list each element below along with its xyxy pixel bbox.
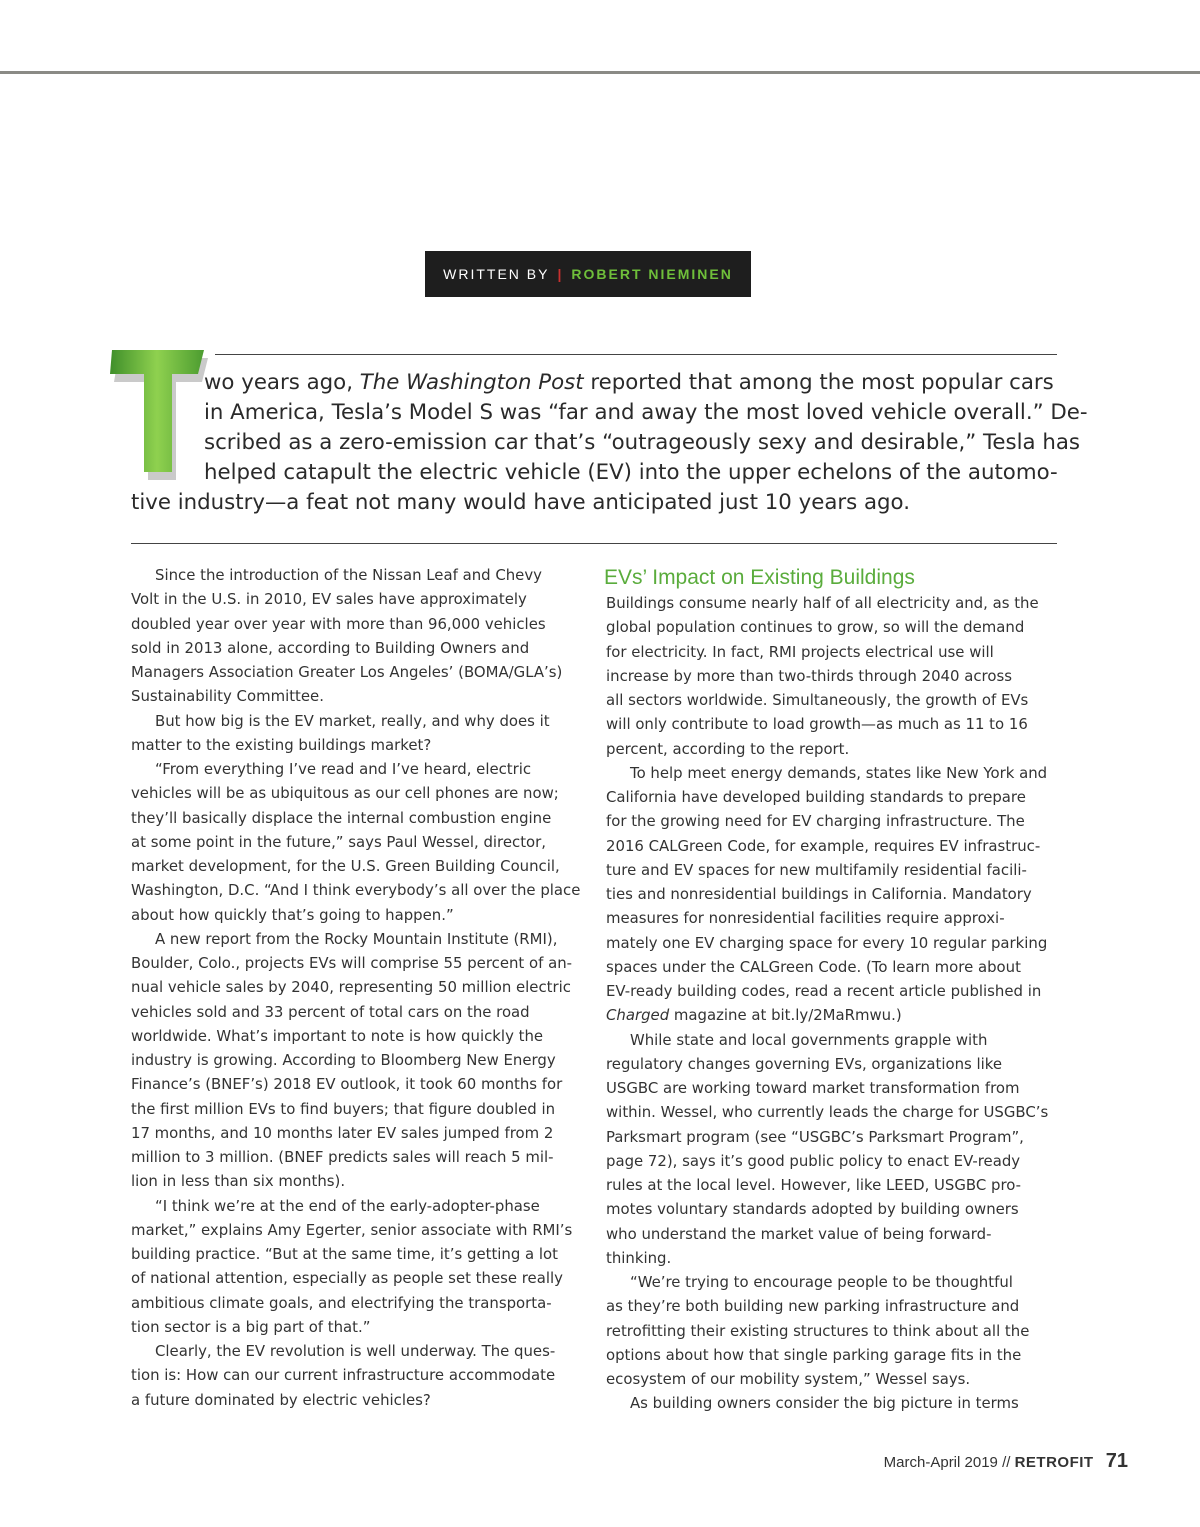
body-line: the first million EVs to find buyers; that figure doubled in: [131, 1099, 556, 1118]
body-line: While state and local governments grapple with: [630, 1030, 988, 1049]
body-line: measures for nonresidential facilities require approxi-: [606, 909, 1005, 928]
body-line: Clearly, the EV revolution is well underway. The ques-: [155, 1342, 556, 1360]
body-line: regulatory changes governing EVs, organizations like: [606, 1054, 1003, 1073]
page-footer: [884, 1450, 1128, 1473]
body-line: options about how that single parking garage fits in the: [606, 1345, 1022, 1364]
section-heading: EVs’ Impact on Existing Buildings: [604, 566, 915, 589]
body-line: As building owners consider the big picture in terms: [630, 1394, 1019, 1413]
body-line: sold in 2013 alone, according to Building Owners and: [131, 638, 530, 657]
body-line: vehicles sold and 33 percent of total cars on the road: [131, 1002, 530, 1021]
body-line: A new report from the Rocky Mountain Institute (RMI),: [155, 929, 558, 948]
intro-paragraph: [131, 368, 1088, 518]
body-line: “From everything I’ve read and I’ve heard, electric: [155, 760, 532, 778]
body-line: Buildings consume nearly half of all electricity and, as the: [606, 594, 1039, 612]
body-line: at some point in the future,” says Paul Wessel, director,: [131, 832, 547, 851]
page-number: 71: [1105, 1450, 1128, 1472]
body-line: Sustainability Committee.: [131, 687, 324, 706]
intro-top-rule: [215, 354, 1057, 355]
body-line: percent, according to the report.: [606, 739, 850, 758]
body-line: ambitious climate goals, and electrifying the transporta-: [131, 1293, 552, 1312]
left-column: [131, 563, 581, 1412]
body-line: matter to the existing buildings market?: [131, 735, 432, 754]
body-line: Since the introduction of the Nissan Leaf and Chevy: [155, 566, 542, 584]
byline-author: ROBERT NIEMINEN: [571, 266, 733, 282]
body-line: lion in less than six months).: [131, 1172, 346, 1191]
body-line: “I think we’re at the end of the early-adopter-phase: [155, 1196, 540, 1215]
body-line: for electricity. In fact, RMI projects electrical use will: [606, 642, 994, 661]
body-line: nual vehicle sales by 2040, representing 50 million electric: [131, 978, 571, 997]
intro-bottom-rule: [131, 543, 1057, 544]
body-line: of national attention, especially as people set these really: [131, 1269, 563, 1288]
body-line: USGBC are working toward market transformation from: [606, 1079, 1020, 1097]
body-line: a future dominated by electric vehicles?: [131, 1390, 431, 1409]
body-line: Charged magazine at bit.ly/2MaRmwu.): [606, 1006, 902, 1025]
body-line: But how big is the EV market, really, and why does it: [155, 711, 550, 730]
body-line: tion is: How can our current infrastructure accommodate: [131, 1366, 556, 1385]
intro-line: helped catapult the electric vehicle (EV) into the upper echelons of the automo-: [204, 460, 1058, 485]
magazine-name: RETROFIT: [1014, 1454, 1094, 1471]
issue-date: March-April 2019: [883, 1454, 998, 1471]
top-rule: [0, 71, 1200, 74]
right-column: [604, 563, 1049, 1416]
body-line: 17 months, and 10 months later EV sales jumped from 2: [131, 1123, 554, 1142]
body-line: EV-ready building codes, read a recent article published in: [606, 982, 1042, 1000]
body-line: Volt in the U.S. in 2010, EV sales have approximately: [131, 590, 527, 609]
body-line: “We’re trying to encourage people to be thoughtful: [630, 1273, 1013, 1291]
dropcap-text: T: [157, 468, 158, 469]
body-line: doubled year over year with more than 96,000 vehicles: [131, 614, 546, 633]
body-line: spaces under the CALGreen Code. (To learn more about: [606, 957, 1021, 976]
footer-separator: //: [1002, 1454, 1011, 1471]
body-line: motes voluntary standards adopted by building owners: [606, 1200, 1019, 1219]
body-line: market,” explains Amy Egerter, senior associate with RMI’s: [131, 1220, 573, 1239]
body-line: will only contribute to load growth—as much as 11 to 16: [606, 715, 1028, 734]
byline-label: WRITTEN BY: [443, 266, 550, 282]
body-line: as they’re both building new parking infrastructure and: [606, 1297, 1020, 1316]
byline-banner: [425, 251, 751, 297]
body-line: they’ll basically displace the internal combustion engine: [131, 808, 552, 827]
body-line: building practice. “But at the same time, it’s getting a lot: [131, 1245, 558, 1263]
body-line: industry is growing. According to Bloomberg New Energy: [131, 1051, 556, 1069]
intro-line: tive industry—a feat not many would have anticipated just 10 years ago.: [131, 490, 910, 515]
body-line: page 72), says it’s good public policy to enact EV-ready: [606, 1151, 1021, 1170]
body-line: California have developed building standards to prepare: [606, 788, 1026, 806]
body-line: vehicles will be as ubiquitous as our cell phones are now;: [131, 784, 559, 803]
body-line: tion sector is a big part of that.”: [131, 1317, 371, 1336]
body-line: ties and nonresidential buildings in California. Mandatory: [606, 885, 1032, 903]
body-line: ecosystem of our mobility system,” Wessel says.: [606, 1370, 971, 1388]
body-line: ture and EV spaces for new multifamily residential facili-: [606, 860, 1027, 879]
body-line: To help meet energy demands, states like New York and: [630, 763, 1048, 782]
body-line: worldwide. What’s important to note is how quickly the: [131, 1026, 544, 1045]
body-line: all sectors worldwide. Simultaneously, the growth of EVs: [606, 691, 1029, 709]
intro-line: scribed as a zero-emission car that’s “outrageously sexy and desirable,” Tesla has: [204, 430, 1080, 455]
body-line: thinking.: [606, 1248, 672, 1267]
body-line: 2016 CALGreen Code, for example, requires EV infrastruc-: [606, 836, 1041, 855]
body-line: Washington, D.C. “And I think everybody’s all over the place: [131, 881, 581, 900]
body-line: Boulder, Colo., projects EVs will comprise 55 percent of an-: [131, 954, 573, 972]
body-line: Parksmart program (see “USGBC’s Parksmart Program”,: [606, 1127, 1024, 1146]
body-line: for the growing need for EV charging infrastructure. The: [606, 812, 1025, 831]
body-line: global population continues to grow, so will the demand: [606, 618, 1025, 637]
body-line: Finance’s (BNEF’s) 2018 EV outlook, it took 60 months for: [131, 1075, 563, 1094]
body-line: about how quickly that’s going to happen.”: [131, 905, 454, 924]
body-line: rules at the local level. However, like LEED, USGBC pro-: [606, 1176, 1022, 1194]
byline-separator: |: [557, 266, 564, 282]
body-line: million to 3 million. (BNEF predicts sales will reach 5 mil-: [131, 1148, 554, 1166]
intro-line: in America, Tesla’s Model S was “far and away the most loved vehicle overall.” De-: [204, 400, 1088, 425]
body-line: who understand the market value of being forward-: [606, 1224, 992, 1243]
body-line: market development, for the U.S. Green Building Council,: [131, 857, 560, 875]
intro-line: wo years ago, The Washington Post reported that among the most popular cars: [204, 370, 1054, 395]
body-line: mately one EV charging space for every 10 regular parking: [606, 933, 1048, 952]
body-line: within. Wessel, who currently leads the charge for USGBC’s: [606, 1103, 1049, 1122]
body-line: retrofitting their existing structures to think about all the: [606, 1321, 1030, 1340]
body-line: increase by more than two-thirds through 2040 across: [606, 666, 1012, 685]
body-line: Managers Association Greater Los Angeles’ (BOMA/GLA’s): [131, 663, 563, 681]
